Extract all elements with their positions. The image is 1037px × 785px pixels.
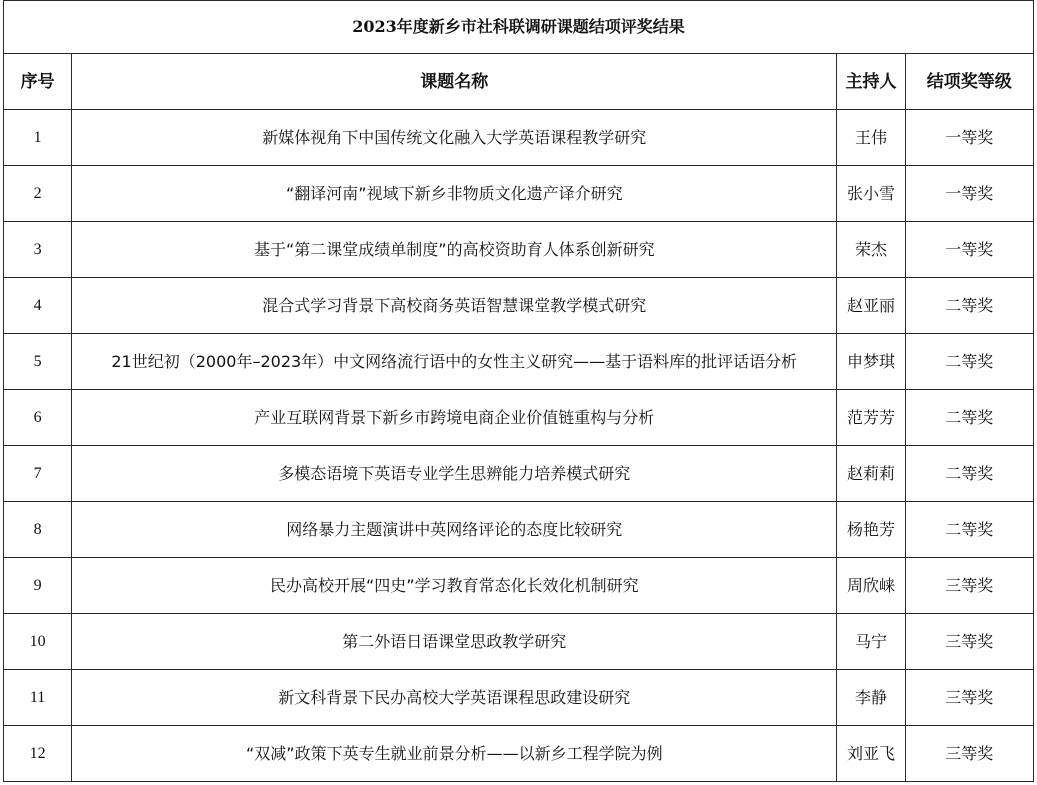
- row-index: 8: [33, 521, 42, 538]
- row-index: 4: [33, 297, 42, 314]
- row-topic-name-cell: [72, 558, 837, 614]
- row-topic-name: 第二外语日语课堂思政教学研究: [342, 631, 567, 651]
- row-host-cell: [837, 110, 905, 166]
- row-index: 5: [33, 353, 42, 370]
- row-topic-name: 民办高校开展“四史”学习教育常态化长效化机制研究: [269, 575, 639, 595]
- row-topic-name-cell: [72, 446, 837, 502]
- row-award-level: 一等奖: [945, 239, 994, 259]
- table-row: [4, 222, 1034, 278]
- row-host: 赵莉莉: [846, 463, 895, 483]
- table-row: [4, 726, 1034, 782]
- row-topic-name-cell: [72, 502, 837, 558]
- row-host: 王伟: [854, 127, 887, 147]
- row-host-cell: [837, 222, 905, 278]
- row-award-level-cell: [905, 390, 1033, 446]
- row-index-cell: [4, 390, 72, 446]
- row-award-level-cell: [905, 110, 1033, 166]
- table-row: [4, 670, 1034, 726]
- table-row: [4, 614, 1034, 670]
- row-award-level: 二等奖: [945, 463, 994, 483]
- row-topic-name-cell: [72, 390, 837, 446]
- row-host-cell: [837, 502, 905, 558]
- row-index-cell: [4, 110, 72, 166]
- row-award-level-cell: [905, 726, 1033, 782]
- table-row: [4, 390, 1034, 446]
- row-host-cell: [837, 390, 905, 446]
- table-row: [4, 334, 1034, 390]
- row-award-level: 三等奖: [945, 687, 994, 707]
- row-host-cell: [837, 166, 905, 222]
- row-topic-name: 网络暴力主题演讲中英网络评论的态度比较研究: [286, 519, 623, 539]
- row-award-level: 二等奖: [945, 407, 994, 427]
- row-host: 李静: [854, 687, 887, 707]
- row-host: 荣杰: [854, 239, 887, 259]
- row-host: 范芳芳: [846, 407, 895, 427]
- row-index-cell: [4, 166, 72, 222]
- row-award-level-cell: [905, 334, 1033, 390]
- row-index: 9: [33, 577, 42, 594]
- row-topic-name: 21世纪初（2000年–2023年）中文网络流行语中的女性主义研究——基于语料库的批评话语分析: [111, 351, 798, 371]
- document-title: 2023年度新乡市社科联调研课题结项评奖结果: [4, 1, 1034, 54]
- table-row: [4, 110, 1034, 166]
- row-topic-name-cell: [72, 614, 837, 670]
- row-award-level: 二等奖: [945, 295, 994, 315]
- row-topic-name: 基于“第二课堂成绩单制度”的高校资助育人体系创新研究: [253, 239, 655, 259]
- results-document: [3, 0, 1034, 782]
- table-row: [4, 278, 1034, 334]
- row-award-level: 一等奖: [945, 183, 994, 203]
- row-host-cell: [837, 558, 905, 614]
- row-award-level: 三等奖: [945, 575, 994, 595]
- row-host-cell: [837, 670, 905, 726]
- row-award-level-cell: [905, 670, 1033, 726]
- row-index: 6: [33, 409, 42, 426]
- results-table: [3, 0, 1034, 782]
- row-topic-name-cell: [72, 670, 837, 726]
- row-index: 1: [33, 129, 42, 146]
- row-topic-name-cell: [72, 166, 837, 222]
- row-index: 3: [33, 241, 42, 258]
- row-topic-name-cell: [72, 334, 837, 390]
- row-award-level-cell: [905, 222, 1033, 278]
- table-row: [4, 502, 1034, 558]
- row-award-level-cell: [905, 502, 1033, 558]
- row-topic-name-cell: [72, 278, 837, 334]
- row-index-cell: [4, 614, 72, 670]
- row-award-level-cell: [905, 558, 1033, 614]
- header-index: 序号: [4, 54, 72, 110]
- row-award-level: 二等奖: [945, 519, 994, 539]
- row-index: 11: [29, 689, 46, 706]
- row-index: 10: [29, 633, 46, 650]
- row-topic-name: 产业互联网背景下新乡市跨境电商企业价值链重构与分析: [254, 407, 655, 427]
- row-index: 2: [33, 185, 42, 202]
- row-host-cell: [837, 278, 905, 334]
- row-host-cell: [837, 726, 905, 782]
- row-index-cell: [4, 502, 72, 558]
- row-topic-name-cell: [72, 222, 837, 278]
- row-award-level: 二等奖: [945, 351, 994, 371]
- header-row: [4, 54, 1034, 110]
- row-award-level: 三等奖: [945, 743, 994, 763]
- header-host: 主持人: [837, 54, 905, 110]
- row-index-cell: [4, 446, 72, 502]
- row-index: 7: [33, 465, 42, 482]
- row-award-level: 三等奖: [945, 631, 994, 651]
- row-topic-name-cell: [72, 726, 837, 782]
- row-topic-name: 新文科背景下民办高校大学英语课程思政建设研究: [278, 687, 631, 707]
- row-topic-name: 新媒体视角下中国传统文化融入大学英语课程教学研究: [262, 127, 647, 147]
- row-host: 张小雪: [846, 183, 895, 203]
- row-award-level-cell: [905, 446, 1033, 502]
- row-host-cell: [837, 614, 905, 670]
- row-topic-name: “翻译河南”视域下新乡非物质文化遗产译介研究: [285, 183, 623, 203]
- row-topic-name-cell: [72, 110, 837, 166]
- row-host: 申梦琪: [846, 351, 895, 371]
- table-row: [4, 166, 1034, 222]
- row-award-level-cell: [905, 278, 1033, 334]
- row-award-level: 一等奖: [945, 127, 994, 147]
- row-index: 12: [29, 745, 46, 762]
- table-row: [4, 446, 1034, 502]
- row-index-cell: [4, 558, 72, 614]
- row-topic-name: “双减”政策下英专生就业前景分析——以新乡工程学院为例: [245, 743, 663, 763]
- row-host: 赵亚丽: [846, 295, 895, 315]
- row-index-cell: [4, 334, 72, 390]
- row-index-cell: [4, 726, 72, 782]
- row-index-cell: [4, 670, 72, 726]
- table-body: [4, 110, 1034, 782]
- header-level: 结项奖等级: [905, 54, 1033, 110]
- row-award-level-cell: [905, 614, 1033, 670]
- title-row: [4, 1, 1034, 54]
- table-row: [4, 558, 1034, 614]
- row-host-cell: [837, 446, 905, 502]
- row-host: 刘亚飞: [846, 743, 895, 763]
- header-name: 课题名称: [72, 54, 837, 110]
- row-host: 马宁: [854, 631, 887, 651]
- row-index-cell: [4, 278, 72, 334]
- row-topic-name: 混合式学习背景下高校商务英语智慧课堂教学模式研究: [262, 295, 647, 315]
- row-host: 杨艳芳: [846, 519, 895, 539]
- row-index-cell: [4, 222, 72, 278]
- row-award-level-cell: [905, 166, 1033, 222]
- row-topic-name: 多模态语境下英语专业学生思辨能力培养模式研究: [278, 463, 631, 483]
- row-host-cell: [837, 334, 905, 390]
- row-host: 周欣崃: [846, 575, 895, 595]
